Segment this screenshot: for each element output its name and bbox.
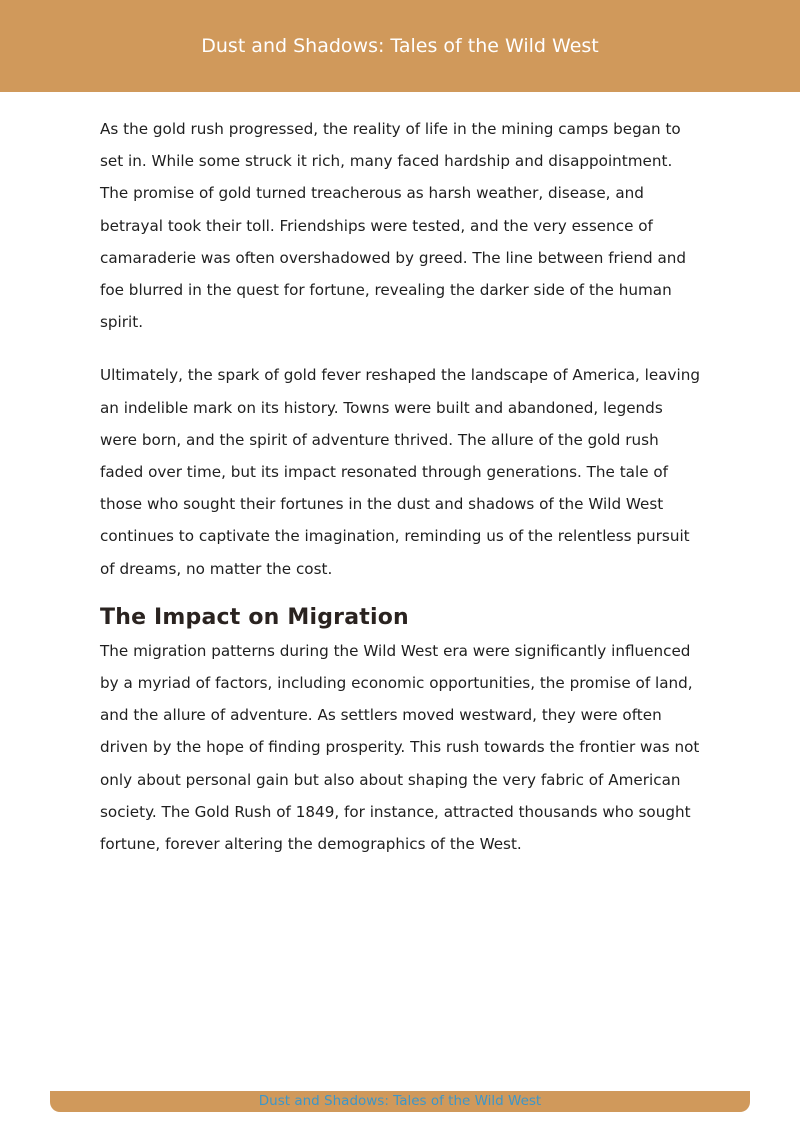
page-header [0,0,800,92]
main-content [100,113,704,860]
page-footer [50,1091,750,1112]
section-paragraph: The migration patterns during the Wild West era were significantly influenced by a myriad of factors, including economic opportunities, the promise of land, and the allure of adventure. As settlers moved westward, they were often driven by the hope of finding prosperity. This rush towards the frontier was not only about personal gain but also about shaping the very fabric of American society. The Gold Rush of 1849, for instance, attracted thousands who sought fortune, forever altering the demographics of the West. [100,641,700,854]
body-paragraph: Ultimately, the spark of gold fever reshaped the landscape of America, leaving an indelible mark on its history. Towns were built and abandoned, legends were born, and the spirit of adventure thrived. The allure of the gold rush faded over time, but its impact resonated through generations. The tale of those who sought their fortunes in the dust and shadows of the Wild West continues to captivate the imagination, reminding us of the relentless pursuit of dreams, no matter the cost. [100,366,701,578]
header-title: Dust and Shadows: Tales of the Wild West [201,35,599,57]
body-paragraph: As the gold rush progressed, the reality of life in the mining camps began to set in. While some struck it rich, many faced hardship and disappointment. The promise of gold turned treacherous as harsh weather, disease, and betrayal took their toll. Friendships were tested, and the very essence of camaraderie was often overshadowed by greed. The line between friend and foe blurred in the quest for fortune, revealing the darker side of the human spirit. [100,120,687,332]
section-heading: The Impact on Migration [100,604,409,630]
footer-text: Dust and Shadows: Tales of the Wild West [258,1093,542,1109]
